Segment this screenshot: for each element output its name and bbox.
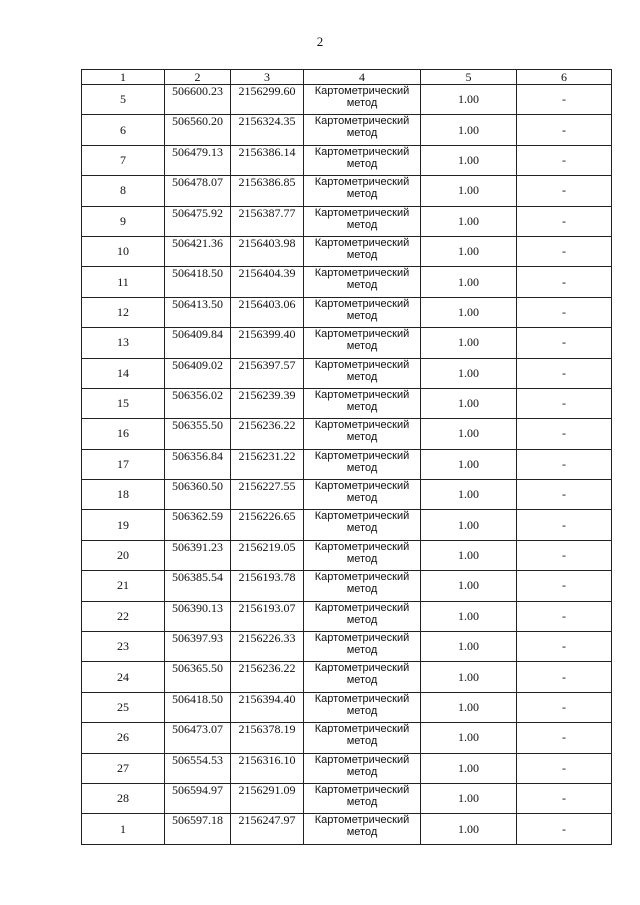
- point-number-cell: 19: [82, 510, 165, 540]
- x-coordinate-cell: 506478.07: [165, 176, 231, 206]
- table-row: [82, 723, 612, 753]
- method-cell: Картометрический метод: [304, 601, 421, 631]
- point-number-cell: 22: [82, 601, 165, 631]
- table-row: [82, 176, 612, 206]
- y-coordinate-cell: 2156291.09: [231, 783, 304, 813]
- method-cell: Картометрический метод: [304, 480, 421, 510]
- point-number-cell: 20: [82, 540, 165, 570]
- method-cell: Картометрический метод: [304, 662, 421, 692]
- note-cell: -: [517, 753, 612, 783]
- note-cell: -: [517, 176, 612, 206]
- x-coordinate-cell: 506356.02: [165, 388, 231, 418]
- point-number-cell: 16: [82, 419, 165, 449]
- note-cell: -: [517, 723, 612, 753]
- accuracy-cell: 1.00: [421, 632, 517, 662]
- y-coordinate-cell: 2156227.55: [231, 480, 304, 510]
- accuracy-cell: 1.00: [421, 236, 517, 266]
- x-coordinate-cell: 506391.23: [165, 540, 231, 570]
- point-number-cell: 13: [82, 328, 165, 358]
- y-coordinate-cell: 2156236.22: [231, 419, 304, 449]
- table-row: [82, 388, 612, 418]
- y-coordinate-cell: 2156386.85: [231, 176, 304, 206]
- method-cell: Картометрический метод: [304, 206, 421, 236]
- x-coordinate-cell: 506475.92: [165, 206, 231, 236]
- accuracy-cell: 1.00: [421, 176, 517, 206]
- point-number-cell: 26: [82, 723, 165, 753]
- accuracy-cell: 1.00: [421, 510, 517, 540]
- header-col-2: 2: [165, 70, 231, 85]
- method-cell: Картометрический метод: [304, 783, 421, 813]
- point-number-cell: 27: [82, 753, 165, 783]
- x-coordinate-cell: 506418.50: [165, 267, 231, 297]
- x-coordinate-cell: 506597.18: [165, 814, 231, 844]
- x-coordinate-cell: 506594.97: [165, 783, 231, 813]
- header-row: [82, 70, 612, 85]
- note-cell: -: [517, 358, 612, 388]
- y-coordinate-cell: 2156386.14: [231, 145, 304, 175]
- accuracy-cell: 1.00: [421, 206, 517, 236]
- table-row: [82, 753, 612, 783]
- point-number-cell: 9: [82, 206, 165, 236]
- table-row: [82, 692, 612, 722]
- x-coordinate-cell: 506413.50: [165, 297, 231, 327]
- point-number-cell: 25: [82, 692, 165, 722]
- method-cell: Картометрический метод: [304, 267, 421, 297]
- table-row: [82, 115, 612, 145]
- header-col-1: 1: [82, 70, 165, 85]
- table-row: [82, 480, 612, 510]
- x-coordinate-cell: 506560.20: [165, 115, 231, 145]
- accuracy-cell: 1.00: [421, 692, 517, 722]
- point-number-cell: 28: [82, 783, 165, 813]
- y-coordinate-cell: 2156378.19: [231, 723, 304, 753]
- accuracy-cell: 1.00: [421, 85, 517, 115]
- y-coordinate-cell: 2156324.35: [231, 115, 304, 145]
- header-col-4: 4: [304, 70, 421, 85]
- point-number-cell: 14: [82, 358, 165, 388]
- note-cell: -: [517, 571, 612, 601]
- accuracy-cell: 1.00: [421, 419, 517, 449]
- table-row: [82, 145, 612, 175]
- y-coordinate-cell: 2156403.06: [231, 297, 304, 327]
- y-coordinate-cell: 2156404.39: [231, 267, 304, 297]
- accuracy-cell: 1.00: [421, 267, 517, 297]
- y-coordinate-cell: 2156387.77: [231, 206, 304, 236]
- accuracy-cell: 1.00: [421, 753, 517, 783]
- table-body: [82, 85, 612, 845]
- method-cell: Картометрический метод: [304, 723, 421, 753]
- y-coordinate-cell: 2156231.22: [231, 449, 304, 479]
- x-coordinate-cell: 506421.36: [165, 236, 231, 266]
- header-col-5: 5: [421, 70, 517, 85]
- method-cell: Картометрический метод: [304, 510, 421, 540]
- method-cell: Картометрический метод: [304, 388, 421, 418]
- accuracy-cell: 1.00: [421, 723, 517, 753]
- x-coordinate-cell: 506409.02: [165, 358, 231, 388]
- method-cell: Картометрический метод: [304, 814, 421, 844]
- table-row: [82, 601, 612, 631]
- table-row: [82, 236, 612, 266]
- note-cell: -: [517, 115, 612, 145]
- header-col-6: 6: [517, 70, 612, 85]
- x-coordinate-cell: 506418.50: [165, 692, 231, 722]
- table-row: [82, 297, 612, 327]
- table-row: [82, 814, 612, 844]
- table-row: [82, 783, 612, 813]
- x-coordinate-cell: 506365.50: [165, 662, 231, 692]
- note-cell: -: [517, 692, 612, 722]
- point-number-cell: 11: [82, 267, 165, 297]
- accuracy-cell: 1.00: [421, 783, 517, 813]
- note-cell: -: [517, 783, 612, 813]
- point-number-cell: 15: [82, 388, 165, 418]
- page-number: 2: [316, 34, 324, 49]
- method-cell: Картометрический метод: [304, 419, 421, 449]
- y-coordinate-cell: 2156219.05: [231, 540, 304, 570]
- accuracy-cell: 1.00: [421, 388, 517, 418]
- note-cell: -: [517, 601, 612, 631]
- point-number-cell: 23: [82, 632, 165, 662]
- point-number-cell: 18: [82, 480, 165, 510]
- y-coordinate-cell: 2156403.98: [231, 236, 304, 266]
- y-coordinate-cell: 2156226.65: [231, 510, 304, 540]
- method-cell: Картометрический метод: [304, 358, 421, 388]
- x-coordinate-cell: 506554.53: [165, 753, 231, 783]
- method-cell: Картометрический метод: [304, 571, 421, 601]
- note-cell: -: [517, 540, 612, 570]
- note-cell: -: [517, 236, 612, 266]
- y-coordinate-cell: 2156239.39: [231, 388, 304, 418]
- x-coordinate-cell: 506397.93: [165, 632, 231, 662]
- note-cell: -: [517, 267, 612, 297]
- point-number-cell: 21: [82, 571, 165, 601]
- y-coordinate-cell: 2156299.60: [231, 85, 304, 115]
- note-cell: -: [517, 814, 612, 844]
- method-cell: Картометрический метод: [304, 297, 421, 327]
- accuracy-cell: 1.00: [421, 297, 517, 327]
- y-coordinate-cell: 2156236.22: [231, 662, 304, 692]
- note-cell: -: [517, 632, 612, 662]
- point-number-cell: 10: [82, 236, 165, 266]
- accuracy-cell: 1.00: [421, 571, 517, 601]
- y-coordinate-cell: 2156193.78: [231, 571, 304, 601]
- table-row: [82, 267, 612, 297]
- table-row: [82, 510, 612, 540]
- coordinates-table: [81, 69, 612, 845]
- method-cell: Картометрический метод: [304, 176, 421, 206]
- accuracy-cell: 1.00: [421, 328, 517, 358]
- method-cell: Картометрический метод: [304, 632, 421, 662]
- method-cell: Картометрический метод: [304, 753, 421, 783]
- accuracy-cell: 1.00: [421, 358, 517, 388]
- method-cell: Картометрический метод: [304, 692, 421, 722]
- point-number-cell: 7: [82, 145, 165, 175]
- x-coordinate-cell: 506360.50: [165, 480, 231, 510]
- accuracy-cell: 1.00: [421, 480, 517, 510]
- accuracy-cell: 1.00: [421, 449, 517, 479]
- y-coordinate-cell: 2156247.97: [231, 814, 304, 844]
- accuracy-cell: 1.00: [421, 115, 517, 145]
- point-number-cell: 17: [82, 449, 165, 479]
- table-row: [82, 662, 612, 692]
- x-coordinate-cell: 506362.59: [165, 510, 231, 540]
- note-cell: -: [517, 510, 612, 540]
- accuracy-cell: 1.00: [421, 145, 517, 175]
- table-row: [82, 571, 612, 601]
- accuracy-cell: 1.00: [421, 601, 517, 631]
- note-cell: -: [517, 145, 612, 175]
- note-cell: -: [517, 85, 612, 115]
- accuracy-cell: 1.00: [421, 540, 517, 570]
- note-cell: -: [517, 480, 612, 510]
- y-coordinate-cell: 2156193.07: [231, 601, 304, 631]
- method-cell: Картометрический метод: [304, 145, 421, 175]
- x-coordinate-cell: 506390.13: [165, 601, 231, 631]
- x-coordinate-cell: 506356.84: [165, 449, 231, 479]
- y-coordinate-cell: 2156397.57: [231, 358, 304, 388]
- method-cell: Картометрический метод: [304, 115, 421, 145]
- note-cell: -: [517, 419, 612, 449]
- table-row: [82, 632, 612, 662]
- table-header: [82, 70, 612, 85]
- header-col-3: 3: [231, 70, 304, 85]
- method-cell: Картометрический метод: [304, 449, 421, 479]
- point-number-cell: 8: [82, 176, 165, 206]
- point-number-cell: 1: [82, 814, 165, 844]
- table-row: [82, 328, 612, 358]
- note-cell: -: [517, 206, 612, 236]
- table-row: [82, 358, 612, 388]
- note-cell: -: [517, 328, 612, 358]
- method-cell: Картометрический метод: [304, 540, 421, 570]
- y-coordinate-cell: 2156399.40: [231, 328, 304, 358]
- point-number-cell: 24: [82, 662, 165, 692]
- note-cell: -: [517, 388, 612, 418]
- x-coordinate-cell: 506385.54: [165, 571, 231, 601]
- x-coordinate-cell: 506479.13: [165, 145, 231, 175]
- table-row: [82, 449, 612, 479]
- method-cell: Картометрический метод: [304, 328, 421, 358]
- note-cell: -: [517, 297, 612, 327]
- note-cell: -: [517, 662, 612, 692]
- y-coordinate-cell: 2156226.33: [231, 632, 304, 662]
- x-coordinate-cell: 506409.84: [165, 328, 231, 358]
- x-coordinate-cell: 506355.50: [165, 419, 231, 449]
- x-coordinate-cell: 506473.07: [165, 723, 231, 753]
- y-coordinate-cell: 2156394.40: [231, 692, 304, 722]
- method-cell: Картометрический метод: [304, 85, 421, 115]
- point-number-cell: 5: [82, 85, 165, 115]
- point-number-cell: 12: [82, 297, 165, 327]
- y-coordinate-cell: 2156316.10: [231, 753, 304, 783]
- accuracy-cell: 1.00: [421, 814, 517, 844]
- accuracy-cell: 1.00: [421, 662, 517, 692]
- table-row: [82, 419, 612, 449]
- point-number-cell: 6: [82, 115, 165, 145]
- table-row: [82, 85, 612, 115]
- method-cell: Картометрический метод: [304, 236, 421, 266]
- note-cell: -: [517, 449, 612, 479]
- x-coordinate-cell: 506600.23: [165, 85, 231, 115]
- table-row: [82, 540, 612, 570]
- table-row: [82, 206, 612, 236]
